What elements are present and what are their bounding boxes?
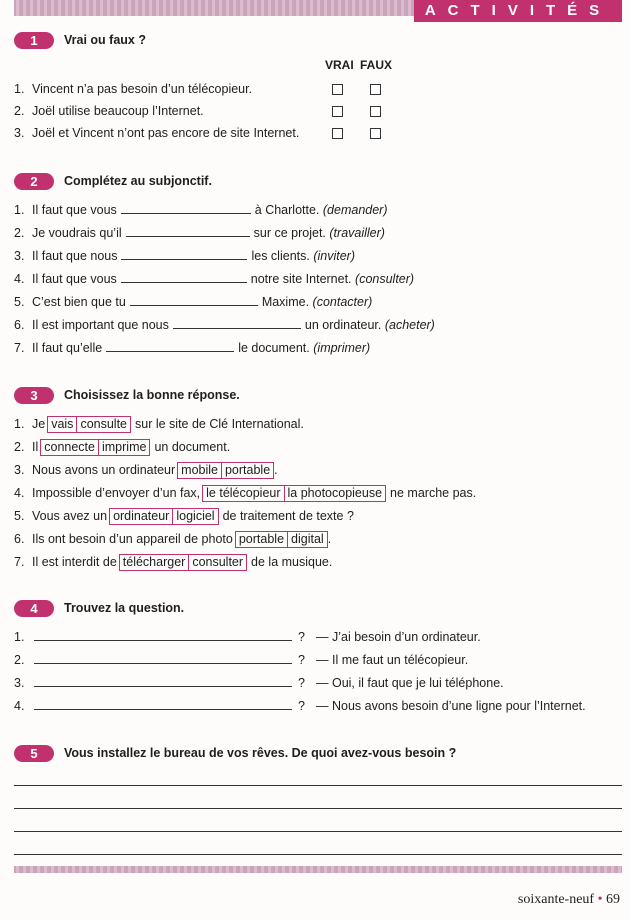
sentence-end: un document. <box>154 440 231 454</box>
verb-hint: (demander) <box>322 203 388 217</box>
sentence-start: Il est interdit de <box>32 555 117 569</box>
section-5-title: Vous installez le bureau de vos rêves. De quoi avez-vous besoin ? <box>64 746 457 760</box>
s4-item-3-answer-line[interactable] <box>34 686 292 687</box>
s2-item-7 <box>14 339 370 357</box>
item-number: 3. <box>14 463 25 477</box>
verb-hint: (consulter) <box>355 272 415 286</box>
question-mark: ? <box>298 676 305 690</box>
choice-option-2[interactable]: la photocopieuse <box>285 485 387 502</box>
s1-item-2-faux-checkbox[interactable] <box>370 106 381 117</box>
s4-item-4-reply: — Nous avons besoin d’une ligne pour l’Internet. <box>316 699 586 713</box>
sentence-end: le document. <box>238 341 310 355</box>
s3-item-3 <box>14 461 278 479</box>
s4-item-2-answer-line[interactable] <box>34 663 292 664</box>
s1-item-2-vrai-checkbox[interactable] <box>332 106 343 117</box>
verb-hint: (imprimer) <box>313 341 371 355</box>
item-number: 6. <box>14 318 25 332</box>
choice-option-1[interactable]: télécharger <box>119 554 190 571</box>
s4-item-3-reply: — Oui, il faut que je lui téléphone. <box>316 676 504 690</box>
answer-blank[interactable] <box>121 247 247 260</box>
answer-blank[interactable] <box>121 270 247 283</box>
s3-item-1 <box>14 415 304 433</box>
choice-option-1[interactable]: mobile <box>177 462 222 479</box>
item-number: 3. <box>14 249 25 263</box>
s1-item-1-vrai-checkbox[interactable] <box>332 84 343 95</box>
sentence-end: à Charlotte. <box>254 203 320 217</box>
column-faux: FAUX <box>360 58 393 72</box>
sentence-end: ne marche pas. <box>390 486 477 500</box>
s3-item-4 <box>14 484 476 502</box>
s4-item-4-answer-line[interactable] <box>34 709 292 710</box>
choice-option-1[interactable]: connecte <box>40 439 99 456</box>
writing-line[interactable] <box>14 785 622 786</box>
s4-item-4-number: 4. <box>14 699 25 713</box>
sentence-start: Il faut que vous <box>32 272 117 286</box>
item-number: 7. <box>14 555 25 569</box>
statement: Joël et Vincent n’ont pas encore de site Internet. <box>32 126 300 140</box>
s1-item-1 <box>14 80 252 98</box>
page-number: 69 <box>606 892 620 907</box>
answer-blank[interactable] <box>106 339 234 352</box>
statement: Joël utilise beaucoup l’Internet. <box>32 104 204 118</box>
statement: Vincent n’a pas besoin d’un télécopieur. <box>32 82 253 96</box>
item-number: 1. <box>14 203 25 217</box>
s1-item-2 <box>14 102 204 120</box>
choice-option-1[interactable]: vais <box>47 416 77 433</box>
s3-item-5 <box>14 507 354 525</box>
sentence-start: Nous avons un ordinateur <box>32 463 176 477</box>
item-number: 6. <box>14 532 25 546</box>
sentence-end: Maxime. <box>261 295 310 309</box>
section-3-title: Choisissez la bonne réponse. <box>64 388 240 402</box>
answer-blank[interactable] <box>173 316 301 329</box>
s1-item-3-faux-checkbox[interactable] <box>370 128 381 139</box>
s2-item-6 <box>14 316 435 334</box>
item-number: 5. <box>14 509 25 523</box>
question-mark: ? <box>298 630 305 644</box>
s1-item-3 <box>14 124 299 142</box>
sentence-end: . <box>274 463 278 477</box>
s2-item-2 <box>14 224 385 242</box>
s1-item-1-faux-checkbox[interactable] <box>370 84 381 95</box>
page-word: soixante-neuf <box>517 892 595 907</box>
sentence-start: Impossible d’envoyer d’un fax, <box>32 486 201 500</box>
section-2-number: 2 <box>14 173 54 190</box>
answer-blank[interactable] <box>121 201 251 214</box>
section-1-title: Vrai ou faux ? <box>64 33 146 47</box>
writing-line[interactable] <box>14 831 622 832</box>
s4-item-1-reply: — J’ai besoin d’un ordinateur. <box>316 630 481 644</box>
column-vrai: VRAI <box>325 58 354 72</box>
sentence-start: Il est important que nous <box>32 318 169 332</box>
sentence-start: Je voudrais qu’il <box>32 226 122 240</box>
section-3-number: 3 <box>14 387 54 404</box>
s2-item-3 <box>14 247 355 265</box>
sentence-end: les clients. <box>251 249 310 263</box>
s4-item-2-number: 2. <box>14 653 25 667</box>
sentence-start: Ils ont besoin d’un appareil de photo <box>32 532 233 546</box>
sentence-start: Il <box>32 440 39 454</box>
s4-item-2-reply: — Il me faut un télécopieur. <box>316 653 469 667</box>
choice-option-1[interactable]: le télécopieur <box>202 485 284 502</box>
item-number: 4. <box>14 272 25 286</box>
s4-item-3-number: 3. <box>14 676 25 690</box>
s4-item-1-answer-line[interactable] <box>34 640 292 641</box>
sentence-end: sur le site de Clé International. <box>135 417 304 431</box>
section-5-number: 5 <box>14 745 54 762</box>
s2-item-5 <box>14 293 372 311</box>
item-number: 3. <box>14 126 25 140</box>
item-number: 1. <box>14 82 25 96</box>
sentence-end: un ordinateur. <box>304 318 382 332</box>
writing-line[interactable] <box>14 854 622 855</box>
answer-blank[interactable] <box>126 224 250 237</box>
s4-item-1-number: 1. <box>14 630 25 644</box>
s2-item-4 <box>14 270 414 288</box>
choice-option-2[interactable]: consulter <box>189 554 247 571</box>
writing-line[interactable] <box>14 808 622 809</box>
s3-item-6 <box>14 530 331 548</box>
sentence-end: de la musique. <box>251 555 333 569</box>
footer-decor-bar <box>14 866 622 873</box>
choice-option-2[interactable]: logiciel <box>173 508 218 525</box>
s1-item-3-vrai-checkbox[interactable] <box>332 128 343 139</box>
sentence-end: de traitement de texte ? <box>222 509 354 523</box>
s2-item-1 <box>14 201 388 219</box>
item-number: 7. <box>14 341 25 355</box>
header-decor-bar <box>14 0 414 16</box>
verb-hint: (contacter) <box>312 295 373 309</box>
question-mark: ? <box>298 699 305 713</box>
choice-option-1[interactable]: portable <box>235 531 288 548</box>
sentence-end: . <box>327 532 332 546</box>
sentence-start: Vous avez un <box>32 509 108 523</box>
section-4-number: 4 <box>14 600 54 617</box>
sentence-start: Je <box>32 417 46 431</box>
s3-item-2 <box>14 438 230 456</box>
choice-option-1[interactable]: ordinateur <box>109 508 173 525</box>
question-mark: ? <box>298 653 305 667</box>
section-2-title: Complétez au subjonctif. <box>64 174 212 188</box>
choice-option-2[interactable]: imprime <box>99 439 150 456</box>
bullet-icon: • <box>597 892 603 907</box>
verb-hint: (inviter) <box>313 249 355 263</box>
choice-option-2[interactable]: portable <box>222 462 274 479</box>
sentence-start: Il faut que vous <box>32 203 117 217</box>
verb-hint: (travailler) <box>329 226 385 240</box>
sentence-end: sur ce projet. <box>253 226 326 240</box>
sentence-end: notre site Internet. <box>250 272 352 286</box>
item-number: 1. <box>14 417 25 431</box>
choice-option-2[interactable]: digital <box>288 531 328 548</box>
answer-blank[interactable] <box>130 293 258 306</box>
sentence-start: Il faut qu’elle <box>32 341 103 355</box>
item-number: 2. <box>14 104 25 118</box>
sentence-start: C’est bien que tu <box>32 295 126 309</box>
s3-item-7 <box>14 553 332 571</box>
verb-hint: (acheter) <box>384 318 435 332</box>
activites-tab: ACTIVITÉS <box>414 0 622 22</box>
section-4-title: Trouvez la question. <box>64 601 185 615</box>
item-number: 2. <box>14 226 25 240</box>
section-1-number: 1 <box>14 32 54 49</box>
item-number: 4. <box>14 486 25 500</box>
item-number: 5. <box>14 295 25 309</box>
page-footer <box>518 892 620 908</box>
choice-option-2[interactable]: consulte <box>77 416 131 433</box>
sentence-start: Il faut que nous <box>32 249 118 263</box>
item-number: 2. <box>14 440 25 454</box>
